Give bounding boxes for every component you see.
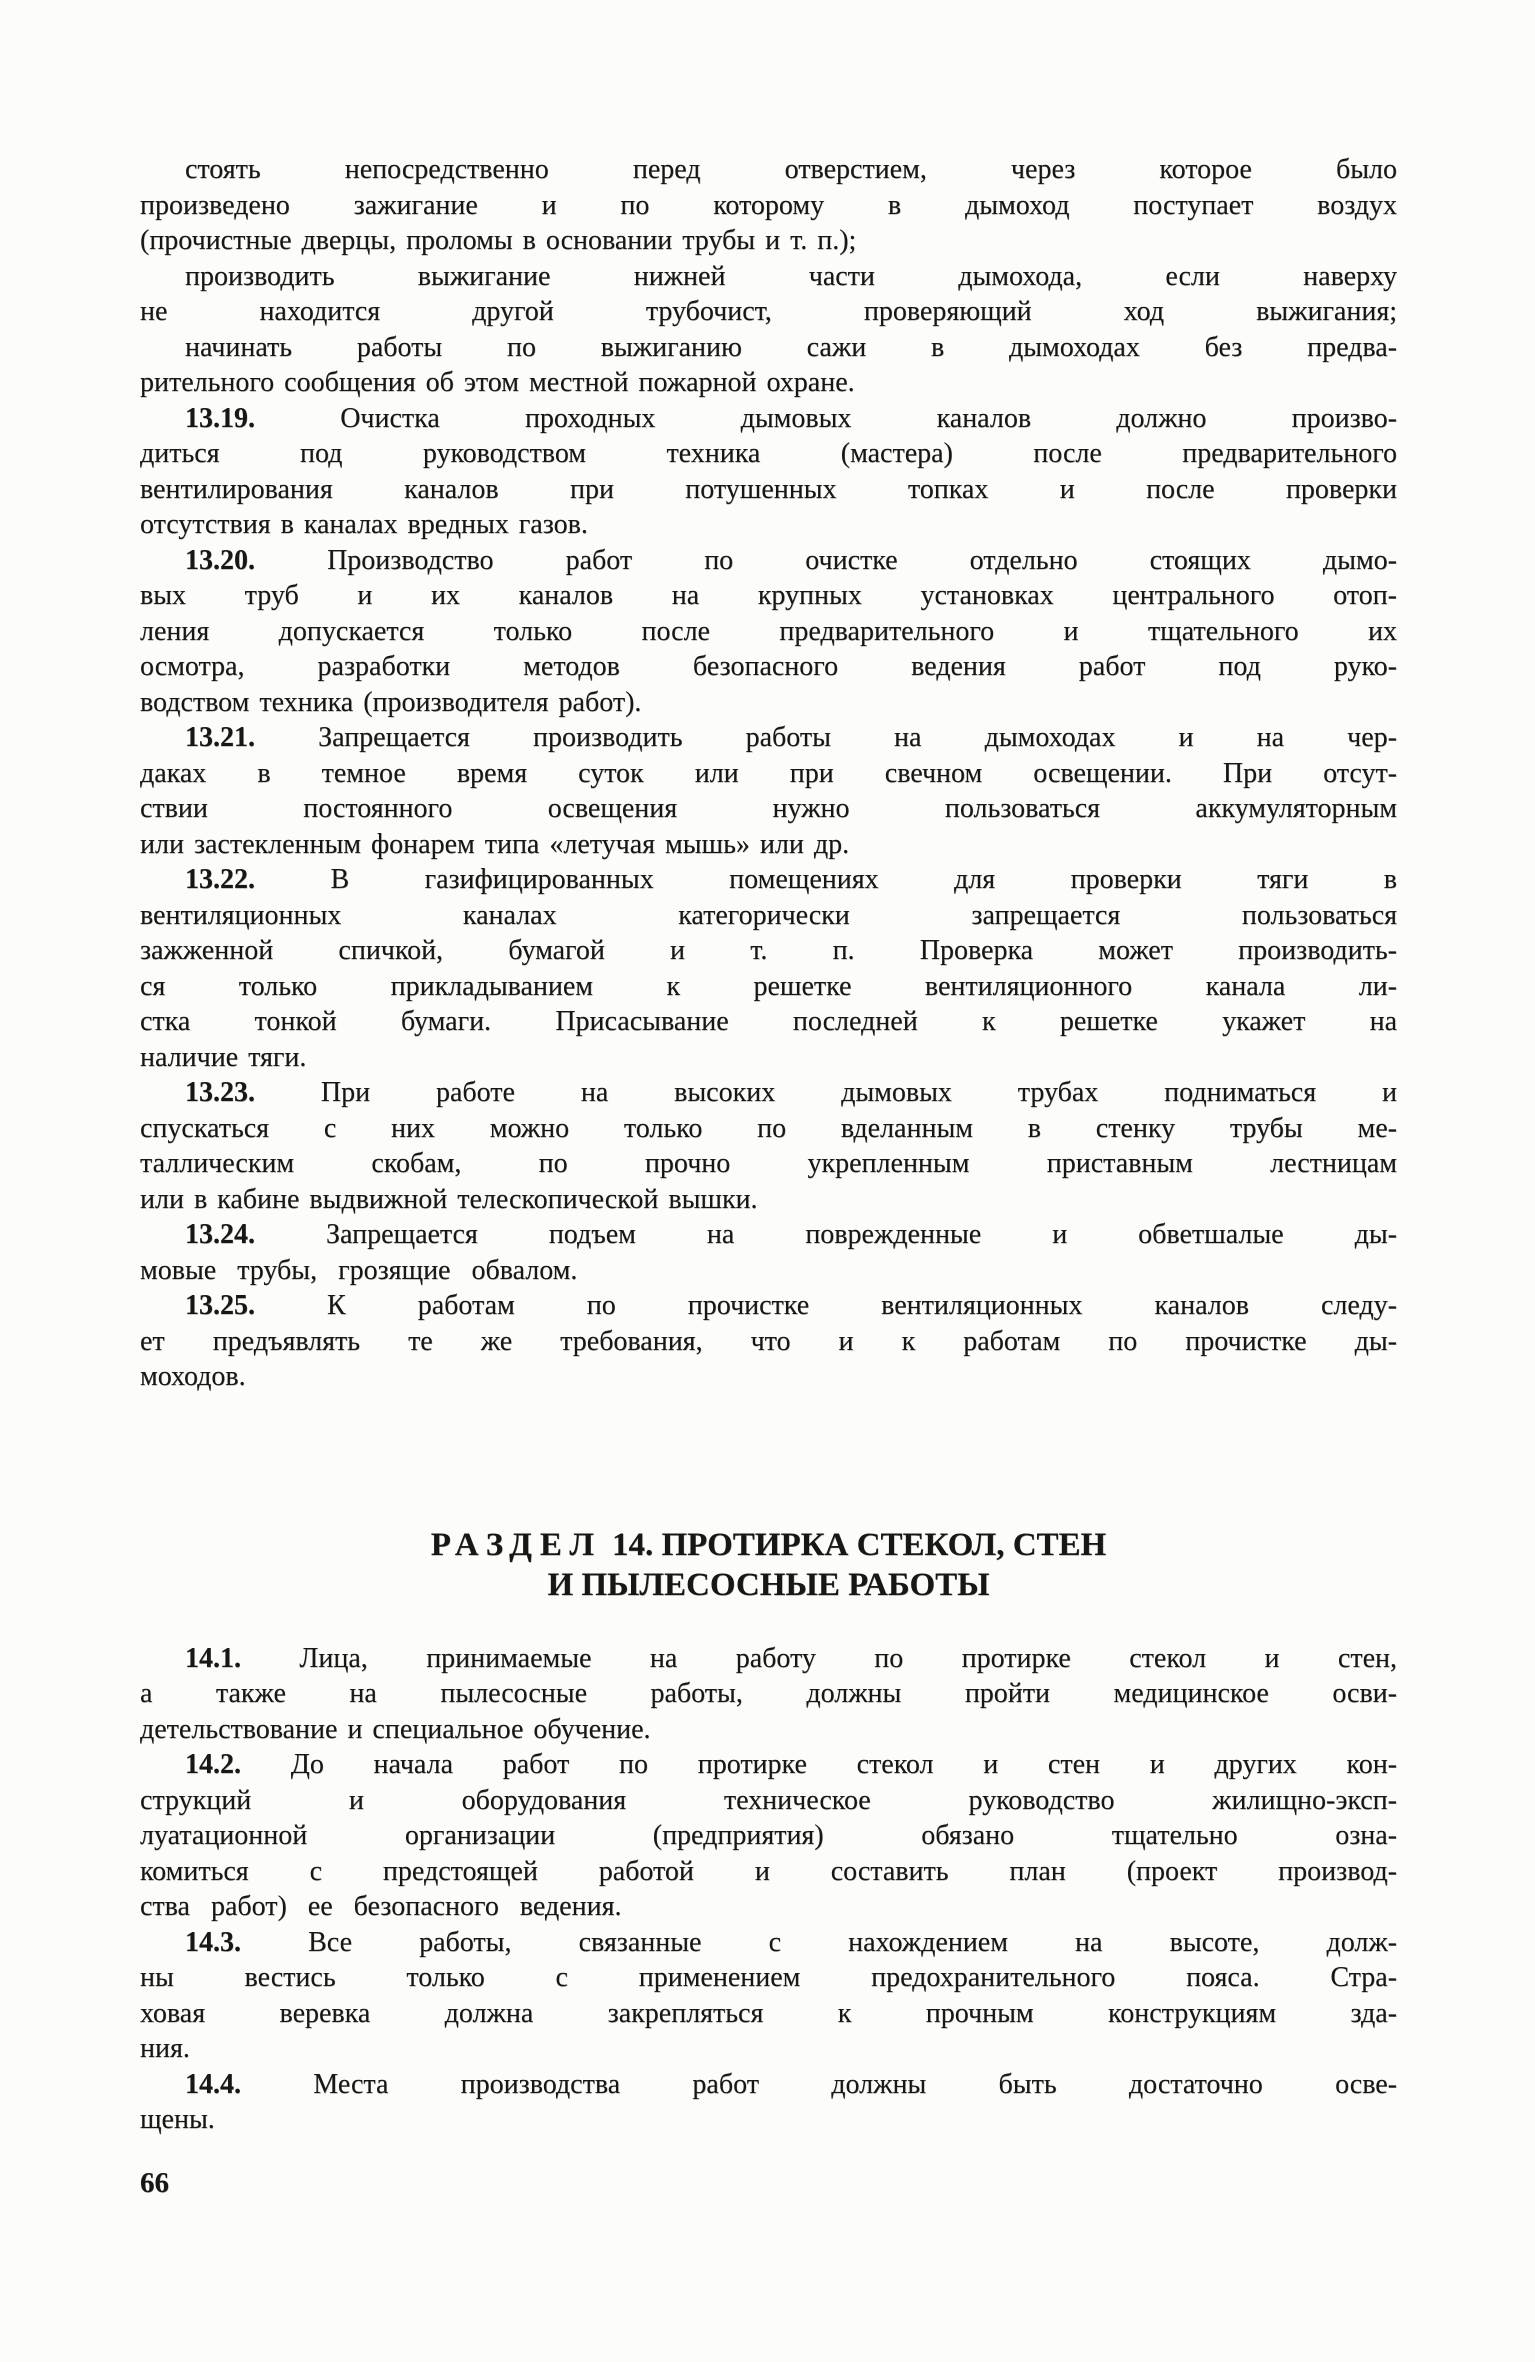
heading-razdel-word: РАЗДЕЛ (430, 1526, 602, 1563)
section-14-heading (140, 1525, 1397, 1605)
text-line: ховая веревка должна закрепляться к прочным конструкциям зда- (140, 1997, 1397, 2029)
paragraph (140, 1217, 1397, 1288)
text-line: начинать работы по выжиганию сажи в дымоходах без предва- (185, 331, 1397, 363)
heading-line-1-rest: 14. ПРОТИРКА СТЕКОЛ, СТЕН (611, 1526, 1107, 1563)
clause-number: 14.3. (185, 1926, 241, 1958)
heading-line-2: И ПЫЛЕСОСНЫЕ РАБОТЫ (547, 1566, 990, 1603)
text-line: мовые трубы, грозящие обвалом. (140, 1254, 578, 1286)
text-line: не находится другой трубочист, проверяющий ход выжигания; (140, 296, 1397, 327)
text-line: 13.24. Запрещается подъем на поврежденные и обветшалые ды- (185, 1219, 1397, 1250)
clause-number: 13.23. (185, 1077, 255, 1108)
text-line: вых труб и их каналов на крупных установках центрального отоп- (140, 580, 1397, 611)
text-line: стка тонкой бумаги. Присасывание последней к решетке укажет на (140, 1006, 1397, 1037)
text-line: комиться с предстоящей работой и составить план (проект производ- (140, 1855, 1397, 1887)
clause-number: 13.24. (185, 1219, 255, 1250)
paragraph (140, 543, 1397, 721)
text-line: ления допускается только после предварительного и тщательного их (140, 615, 1397, 647)
text-line: или застекленным фонарем типа «летучая мышь» или др. (140, 828, 850, 860)
text-line: водством техника (производителя работ). (140, 686, 642, 718)
text-line: зажженной спичкой, бумагой и т. п. Проверка может производить- (140, 935, 1397, 966)
paragraph (140, 259, 1397, 330)
text-line: 14.4. Места производства работ должны быть достаточно осве- (185, 2068, 1397, 2100)
clause-number: 14.1. (185, 1642, 241, 1674)
paragraph (140, 1925, 1397, 2067)
section-14-body (140, 1641, 1397, 2138)
text-line: осмотра, разработки методов безопасного ведения работ под руко- (140, 651, 1397, 682)
text-line: спускаться с них можно только по вделанным в стенку трубы ме- (140, 1112, 1397, 1144)
text-line: 14.1. Лица, принимаемые на работу по протирке стекол и стен, (185, 1642, 1397, 1674)
heading-line-1 (140, 1525, 1397, 1565)
section-13-body (140, 152, 1397, 1395)
paragraph (140, 1641, 1397, 1748)
paragraph (140, 1747, 1397, 1925)
text-line: 13.20. Производство работ по очистке отдельно стоящих дымо- (185, 544, 1397, 576)
text-line: рительного сообщения об этом местной пожарной охране. (140, 367, 855, 398)
text-line: 13.19. Очистка проходных дымовых каналов должно произво- (185, 402, 1397, 434)
paragraph (140, 1288, 1397, 1395)
text-line: ства работ) ее безопасного ведения. (140, 1891, 622, 1922)
text-line: луатационной организации (предприятия) обязано тщательно озна- (140, 1820, 1397, 1851)
text-line: вентиляционных каналах категорически запрещается пользоваться (140, 899, 1397, 931)
text-line: 13.21. Запрещается производить работы на дымоходах и на чер- (185, 722, 1397, 753)
text-line: диться под руководством техника (мастера) после предварительного (140, 438, 1397, 469)
clause-number: 13.20. (185, 544, 255, 576)
text-line: наличие тяги. (140, 1041, 307, 1073)
clause-number: 13.19. (185, 402, 255, 434)
text-line: ствии постоянного освещения нужно пользоваться аккумуляторным (140, 793, 1397, 824)
text-line: щены. (140, 2104, 215, 2135)
text-line: 14.3. Все работы, связанные с нахождением на высоте, долж- (185, 1926, 1397, 1958)
text-line: струкций и оборудования техническое руководство жилищно-эксп- (140, 1784, 1397, 1816)
text-column (140, 152, 1397, 2201)
text-line: произведено зажигание и по которому в дымоход поступает воздух (140, 189, 1397, 221)
text-line: ся только прикладыванием к решетке вентиляционного канала ли- (140, 970, 1397, 1002)
text-line: даках в темное время суток или при свечном освещении. При отсут- (140, 757, 1397, 789)
text-line: отсутствия в каналах вредных газов. (140, 509, 588, 540)
clause-number: 13.25. (185, 1290, 255, 1321)
clause-number: 14.2. (185, 1749, 241, 1780)
clause-number: 13.21. (185, 722, 255, 753)
text-line: 13.22. В газифицированных помещениях для проверки тяги в (185, 864, 1397, 895)
paragraph (140, 1075, 1397, 1217)
text-line: (прочистные дверцы, проломы в основании трубы и т. п.); (140, 225, 857, 256)
text-line: стоять непосредственно перед отверстием, через которое было (185, 154, 1397, 185)
text-line: 13.23. При работе на высоких дымовых трубах подниматься и (185, 1077, 1397, 1108)
text-line: производить выжигание нижней части дымохода, если наверху (185, 260, 1397, 292)
text-line: вентилирования каналов при потушенных топках и после проверки (140, 473, 1397, 505)
text-line: моходов. (140, 1361, 246, 1392)
text-line: ны вестись только с применением предохранительного пояса. Стра- (140, 1962, 1397, 1993)
text-line: а также на пылесосные работы, должны пройти медицинское осви- (140, 1678, 1397, 1709)
text-line: или в кабине выдвижной телескопической вышки. (140, 1183, 758, 1215)
text-line: ет предъявлять те же требования, что и к работам по прочистке ды- (140, 1325, 1397, 1357)
text-line: ния. (140, 2033, 190, 2064)
text-line: таллическим скобам, по прочно укрепленным приставным лестницам (140, 1148, 1397, 1179)
paragraph (140, 862, 1397, 1075)
text-line: детельствование и специальное обучение. (140, 1713, 651, 1745)
clause-number: 14.4. (185, 2068, 241, 2100)
page-number: 66 (140, 2166, 169, 2199)
text-line: 14.2. До начала работ по протирке стекол и стен и других кон- (185, 1749, 1397, 1780)
paragraph (140, 401, 1397, 543)
text-line: 13.25. К работам по прочистке вентиляционных каналов следу- (185, 1290, 1397, 1321)
paragraph (140, 720, 1397, 862)
paragraph (140, 152, 1397, 259)
paragraph (140, 330, 1397, 401)
clause-number: 13.22. (185, 864, 255, 895)
paragraph (140, 2067, 1397, 2138)
